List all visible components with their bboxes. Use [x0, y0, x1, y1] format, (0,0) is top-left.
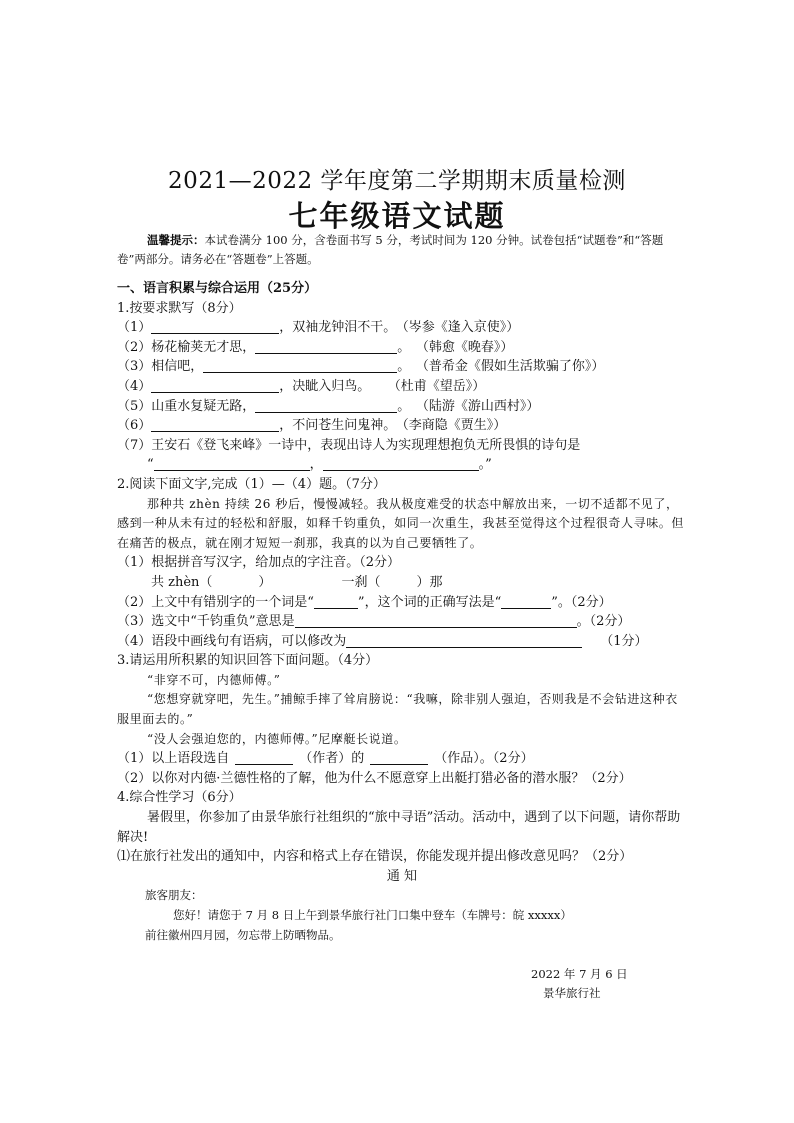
question-3-title: 3.请运用所积累的知识回答下面问题。（4分） — [117, 653, 379, 669]
q2-sub-4: （4）语段中画线句有语病，可以修改为 （1分） — [117, 633, 648, 649]
q2-sub-1: （1）根据拼音写汉字，给加点的字注音。（2分） — [117, 555, 401, 571]
q3-sub-1: （1）以上语段选自 （作者）的 （作品）。（2分） — [117, 751, 534, 767]
q3-line-1: “非穿不可，内德师傅。” — [147, 672, 281, 687]
answer-blank[interactable] — [314, 594, 358, 609]
q2-sub-1-blanks: 共 zhèn（ ） 一刹（ ）那 — [151, 574, 443, 590]
q3-sub-2: （2）以你对内德·兰德性格的了解，他为什么不愿意穿上出艇打猎必备的潜水服？（2分） — [117, 770, 632, 786]
q4-sub-1: ⑴在旅行社发出的通知中，内容和格式上存在错误，你能发现并提出修改意见吗？（2分） — [117, 849, 633, 865]
answer-blank[interactable] — [501, 594, 551, 609]
answer-blank[interactable] — [151, 417, 279, 432]
q2-sub-3: （3）选文中“千钧重负”意思是 。（2分） — [117, 614, 631, 630]
exam-body — [117, 279, 687, 1004]
question-1-title: 1.按要求默写（8分） — [117, 300, 242, 316]
answer-blank[interactable] — [295, 613, 577, 628]
answer-blank[interactable] — [151, 378, 279, 393]
q1-item-6: （6） ，不问苍生问鬼神。 （李商隐《贾生》） — [117, 418, 507, 434]
answer-blank[interactable] — [235, 750, 293, 765]
section-heading: 一、语言积累与综合运用（25分） — [117, 281, 318, 296]
q1-item-1: （1） ，双袖龙钟泪不干。 （岑参《逢入京使》） — [117, 320, 520, 336]
q1-item-5: （5）山重水复疑无路， 。 （陆游《游山西村》） — [117, 398, 540, 414]
notice-body-2: 前往徽州四月园，勿忘带上防晒物品。 — [145, 927, 341, 942]
q2-sub-2: （2）上文中有错别字的一个词是“ ”，这个词的正确写法是“ ”。（2分） — [117, 594, 612, 610]
answer-blank[interactable] — [255, 339, 397, 354]
answer-blank[interactable] — [154, 456, 310, 471]
answer-blank[interactable] — [346, 633, 582, 648]
question-4-title: 4.综合性学习（6分） — [117, 790, 242, 806]
q1-item-4: （4） ，决眦入归鸟。 （杜甫《望岳》） — [117, 378, 486, 394]
notice-title: 通 知 — [386, 868, 418, 884]
answer-blank[interactable] — [370, 750, 428, 765]
notice-text: 本试卷满分 100 分，含卷面书写 5 分，考试时间为 120 分钟。试卷包括“试题卷”和“答题卷”两部分。请务必在“答题卷”上答题。 — [117, 233, 664, 266]
answer-blank[interactable] — [151, 319, 279, 334]
q3-line-2: “您想穿就穿吧，先生。”捕鲸手摔了耸肩膀说：“我嘛，除非别人强迫，否则我是不会钻进这种衣服里面去的。” — [117, 692, 678, 727]
answer-blank[interactable] — [323, 456, 479, 471]
q4-intro: 暑假里，你参加了由景华旅行社组织的“旅中寻语”活动。活动中，遇到了以下问题，请你帮助解决! — [117, 810, 681, 845]
q1-item-3: （3）相信吧， 。 （普希金《假如生活欺骗了你》） — [117, 359, 605, 375]
exam-title: 2021—2022 学年度第二学期期末质量检测 — [168, 168, 626, 194]
exam-subtitle: 七年级语文试题 — [288, 199, 506, 233]
q1-item-2: （2）杨花榆荚无才思， 。 （韩愈《晚春》） — [117, 339, 514, 355]
question-2-title: 2.阅读下面文字,完成（1）—（4）题。（7分） — [117, 476, 386, 492]
notice-signature: 景华旅行社 — [543, 986, 601, 1001]
notice-body-1: 您好！请您于 7 月 8 日上午到景华旅行社门口集中登车（车牌号：皖 xxxxx） — [173, 908, 572, 922]
notice-date: 2022 年 7 月 6 日 — [531, 966, 628, 981]
answer-blank[interactable] — [203, 358, 397, 373]
q1-item-7-answer: “ ， 。” — [147, 457, 492, 473]
q1-item-7: （7）王安石《登飞来峰》一诗中，表现出诗人为实现理想抱负无所畏惧的诗句是 — [117, 437, 581, 453]
answer-blank[interactable] — [255, 398, 397, 413]
q3-line-3: “没人会强迫您的，内德师傅。”尼摩艇长说道。 — [147, 731, 407, 746]
notice-greeting: 旅客朋友： — [145, 888, 203, 903]
q2-passage: 那种共 zhèn 持续 26 秒后，慢慢减轻。我从极度难受的状态中解放出来，一切不适都不见了，感到一种从未有过的轻松和舒服，如释千钧重负，如同一次重生，我甚至觉得这个过程很奇人寻味。但在痛苦的极点，就在刚才短短一刹那，我真的以为自己要牺牲了。 — [117, 496, 685, 550]
exam-notice — [117, 231, 682, 269]
notice-label: 温馨提示： — [147, 233, 205, 247]
